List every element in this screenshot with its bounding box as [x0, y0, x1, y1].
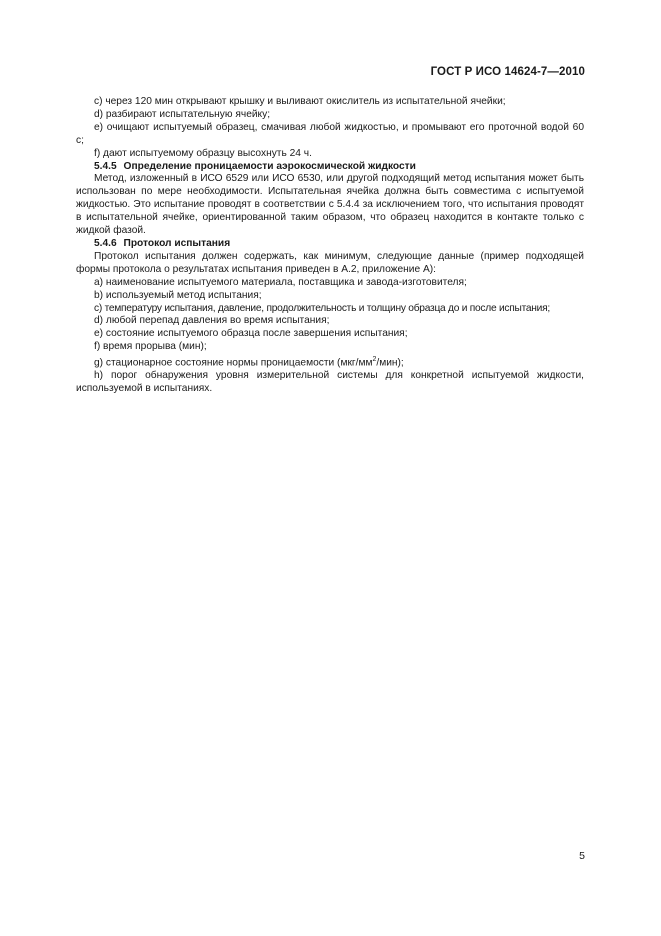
list-item-g-text: g) стационарное состояние нормы проницаемости (мкг/мм — [94, 357, 373, 369]
list-item-g-text-end: /мин); — [376, 357, 404, 369]
section-paragraph: Метод, изложенный в ИСО 6529 или ИСО 6530, или другой подходящий метод испытания может быть использован по мере необходимости. Испытательная ячейка должна быть совместима с испытуемой жидкостью. Это испытание проводят в соответствии с 5.4.4 за исключением того, что испытания проводят в испытательной ячейке, ориентированной таким образом, что образец находится в контакте только с жидкой фазой. — [76, 173, 584, 237]
list-item-f: f) дают испытуемому образцу высохнуть 24 ч. — [94, 147, 312, 159]
list-item-f: f) время прорыва (мин); — [94, 341, 207, 353]
section-number: 5.4.6 — [94, 237, 117, 249]
list-item-e: e) очищают испытуемый образец, смачивая любой жидкостью, и промывают его проточной водой 60 с; — [76, 121, 584, 146]
list-item-c: c) через 120 мин открывают крышку и выливают окислитель из испытательной ячейки; — [94, 96, 506, 107]
section-heading-5-4-6 — [76, 238, 584, 251]
section-paragraph: Протокол испытания должен содержать, как минимум, следующие данные (пример подходящей формы протокола о результатах испытания приведен в А.2, приложение А): — [76, 250, 584, 275]
list-item-d: d) разбирают испытательную ячейку; — [94, 108, 271, 120]
list-item-c: c) температуру испытания, давление, продолжительность и толщину образца до и после испытания; — [94, 302, 550, 314]
section-title: Протокол испытания — [123, 237, 231, 249]
document-body — [76, 96, 584, 396]
document-header — [431, 66, 585, 78]
page-number: 5 — [579, 850, 585, 862]
list-item-d: d) любой перепад давления во время испытания; — [94, 315, 330, 327]
section-heading-5-4-5 — [76, 161, 584, 174]
list-item-h: h) порог обнаружения уровня измерительной системы для конкретной испытуемой жидкости, используемой в испытаниях. — [76, 370, 584, 395]
section-title: Определение проницаемости аэрокосмической жидкости — [123, 160, 416, 172]
superscript: 2 — [372, 356, 377, 364]
section-number: 5.4.5 — [94, 160, 117, 172]
list-item-e: e) состояние испытуемого образца после завершения испытания; — [94, 328, 408, 340]
list-item-a: a) наименование испытуемого материала, поставщика и завода-изготовителя; — [94, 276, 467, 288]
list-item-g — [76, 354, 584, 370]
list-item-b: b) используемый метод испытания; — [94, 289, 262, 301]
document-id: ГОСТ Р ИСО 14624-7—2010 — [430, 66, 585, 78]
